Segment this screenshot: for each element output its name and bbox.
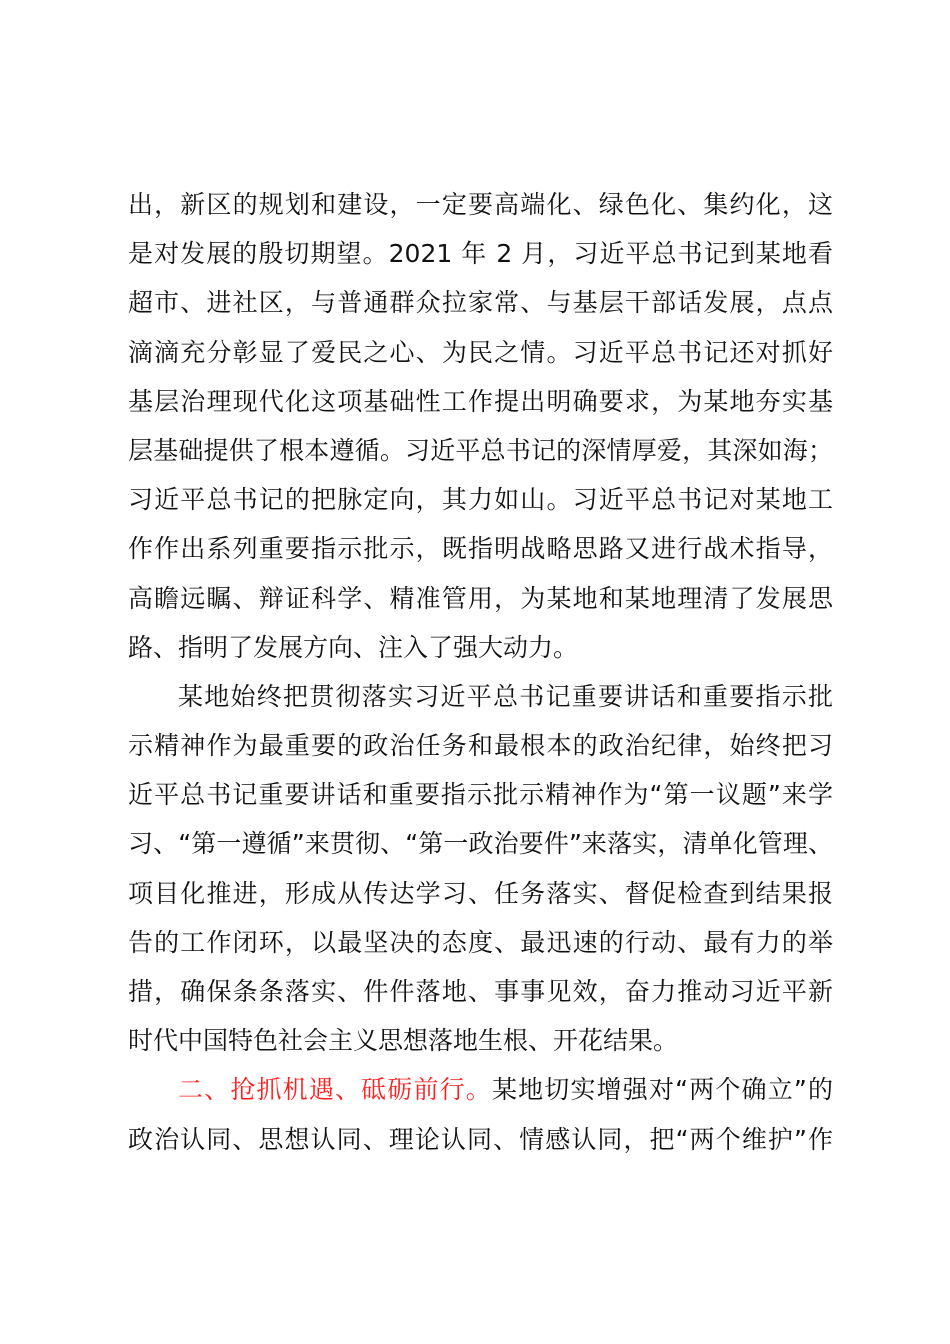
heading-line-rest: 某地切实增强对“两个确立”的 — [491, 1075, 833, 1105]
text-line — [128, 1065, 833, 1114]
text-line: 滴滴充分彰显了爱民之心、为民之情。习近平总书记还对抓好 — [128, 337, 833, 367]
paragraph-3 — [128, 1065, 833, 1163]
text-line: 是对发展的殷切期望。2021 年 2 月，习近平总书记到某地看 — [128, 239, 833, 269]
text-line: 作作出系列重要指示批示，既指明战略思路又进行战术指导， — [128, 534, 833, 564]
text-line: 基层治理现代化这项基础性工作提出明确要求，为某地夯实基 — [128, 386, 833, 416]
text-line: 出，新区的规划和建设，一定要高端化、绿色化、集约化，这 — [128, 190, 833, 219]
document-body — [128, 180, 833, 1164]
text-line: 措，确保条条落实、件件落地、事事见效，奋力推动习近平新 — [128, 977, 833, 1006]
text-line: 某地始终把贯彻落实习近平总书记重要讲话和重要指示批 — [178, 681, 833, 711]
paragraph-2 — [128, 672, 833, 1066]
text-line: 项目化推进，形成从传达学习、任务落实、督促检查到结果报 — [128, 878, 833, 908]
text-line: 习近平总书记的把脉定向，其力如山。习近平总书记对某地工 — [128, 485, 833, 515]
text-line: 政治认同、思想认同、理论认同、情感认同，把“两个维护”作 — [128, 1124, 833, 1154]
text-line: 时代中国特色社会主义思想落地生根、开花结果。 — [128, 1026, 679, 1056]
text-line: 超市、进社区，与普通群众拉家常、与基层干部话发展，点点 — [128, 288, 833, 318]
text-line: 习、“第一遵循”来贯彻、“第一政治要件”来落实，清单化管理、 — [128, 829, 833, 859]
paragraph-1 — [128, 180, 833, 672]
section-heading: 二、抢抓机遇、砥砺前行。 — [178, 1075, 492, 1105]
text-line: 示精神作为最重要的政治任务和最根本的政治纪律，始终把习 — [128, 731, 833, 761]
text-line: 路、指明了发展方向、注入了强大动力。 — [128, 632, 579, 662]
text-line: 近平总书记重要讲话和重要指示批示精神作为“第一议题”来学 — [128, 780, 833, 810]
text-line: 层基础提供了根本遵循。习近平总书记的深情厚爱，其深如海； — [128, 435, 833, 465]
text-line: 高瞻远瞩、辩证科学、精准管用，为某地和某地理清了发展思 — [128, 583, 833, 613]
text-line: 告的工作闭环，以最坚决的态度、最迅速的行动、最有力的举 — [128, 927, 833, 957]
